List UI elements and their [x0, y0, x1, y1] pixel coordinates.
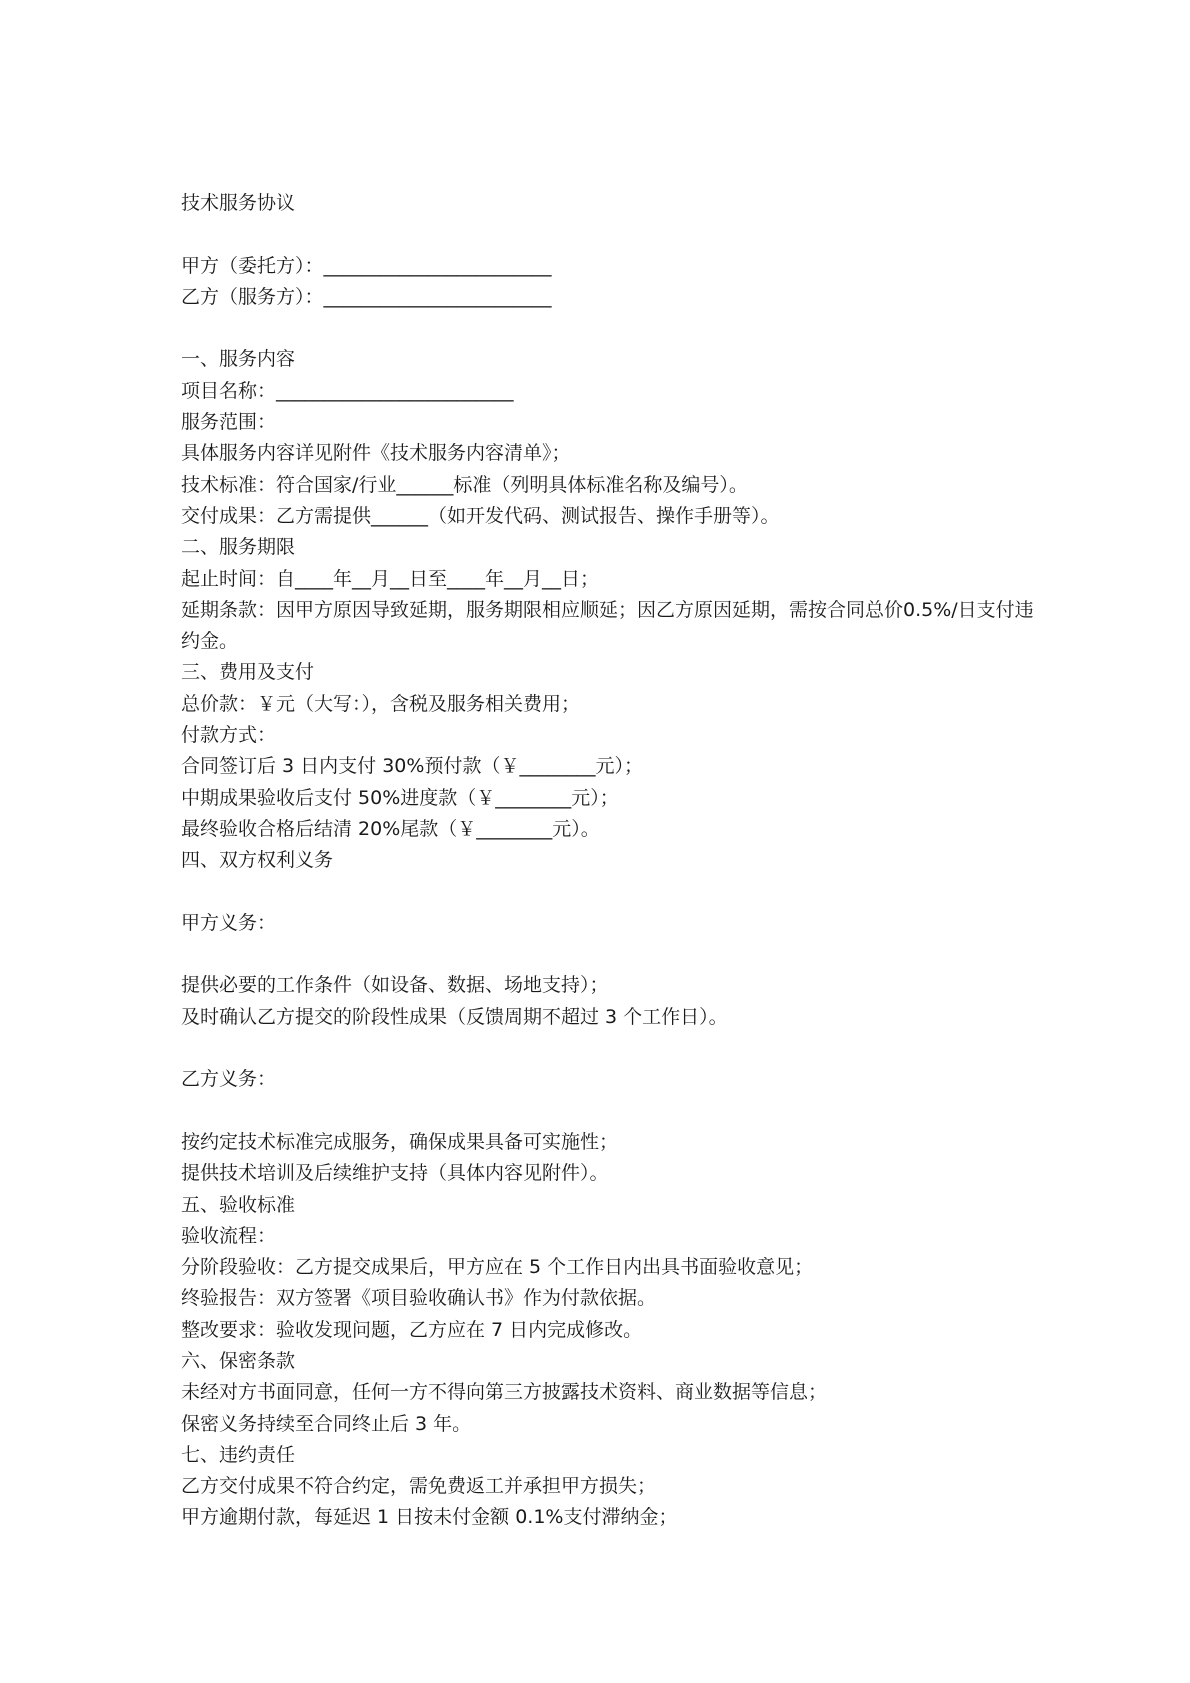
spacer — [181, 877, 1041, 908]
spacer — [181, 219, 1041, 250]
staged-acceptance-line: 分阶段验收：乙方提交成果后，甲方应在 5 个工作日内出具书面验收意见； — [181, 1256, 814, 1279]
start-end-time-line: 起止时间：自____年__月__日至____年__月__日； — [181, 567, 600, 590]
section-heading-service-content: 一、服务内容 — [181, 348, 296, 371]
acceptance-process-line: 验收流程： — [181, 1224, 277, 1247]
party-b-obligations-label: 乙方义务： — [181, 1068, 277, 1091]
extension-clause-paragraph: 延期条款：因甲方原因导致延期，服务期限相应顺延；因乙方原因延期，需按合同总价0.5%/日支付违约金。 — [181, 598, 1034, 653]
final-report-line: 终验报告：双方签署《项目验收确认书》作为付款依据。 — [181, 1287, 657, 1310]
spacer — [181, 939, 1041, 970]
final-payment-line: 最终验收合格后结清 20%尾款（￥________元）。 — [181, 817, 600, 840]
confidentiality-duration-line: 保密义务持续至合同终止后 3 年。 — [181, 1412, 472, 1435]
document-page — [181, 188, 1041, 1534]
deliverables-line: 交付成果：乙方需提供______（如开发代码、测试报告、操作手册等）。 — [181, 504, 780, 527]
spacer — [181, 1033, 1041, 1064]
party-a-obligations-label: 甲方义务： — [181, 911, 277, 934]
project-name-line: 项目名称：_________________________ — [181, 379, 514, 402]
payment-method-line: 付款方式： — [181, 724, 277, 747]
section-heading-acceptance: 五、验收标准 — [181, 1193, 296, 1216]
section-heading-fees-payment: 三、费用及支付 — [181, 661, 315, 684]
service-detail-line: 具体服务内容详见附件《技术服务内容清单》； — [181, 442, 571, 465]
spacer — [181, 313, 1041, 344]
party-a-obligation-item: 及时确认乙方提交的阶段性成果（反馈周期不超过 3 个工作日）。 — [181, 1005, 728, 1028]
spacer — [181, 1096, 1041, 1127]
liability-line: 甲方逾期付款，每延迟 1 日按未付金额 0.1%支付滞纳金； — [181, 1506, 678, 1529]
party-b-obligation-item: 按约定技术标准完成服务，确保成果具备可实施性； — [181, 1130, 619, 1153]
party-b-line: 乙方（服务方）：________________________ — [181, 285, 552, 308]
party-b-obligation-item: 提供技术培训及后续维护支持（具体内容见附件）。 — [181, 1162, 609, 1185]
progress-payment-line: 中期成果验收后支付 50%进度款（￥________元）； — [181, 786, 619, 809]
section-heading-liability: 七、违约责任 — [181, 1443, 296, 1466]
rectification-line: 整改要求：验收发现问题，乙方应在 7 日内完成修改。 — [181, 1318, 643, 1341]
confidentiality-line: 未经对方书面同意，任何一方不得向第三方披露技术资料、商业数据等信息； — [181, 1381, 828, 1404]
technical-standard-line: 技术标准：符合国家/行业______标准（列明具体标准名称及编号）。 — [181, 473, 748, 496]
prepayment-line: 合同签订后 3 日内支付 30%预付款（￥________元）； — [181, 755, 643, 778]
liability-line: 乙方交付成果不符合约定，需免费返工并承担甲方损失； — [181, 1475, 657, 1498]
party-a-line: 甲方（委托方）：________________________ — [181, 254, 552, 277]
section-heading-rights-obligations: 四、双方权利义务 — [181, 849, 334, 872]
document-title: 技术服务协议 — [181, 192, 296, 214]
total-price-line: 总价款：￥元（大写：），含税及服务相关费用； — [181, 692, 581, 715]
section-heading-service-period: 二、服务期限 — [181, 536, 296, 559]
service-scope-line: 服务范围： — [181, 411, 277, 434]
section-heading-confidentiality: 六、保密条款 — [181, 1349, 296, 1372]
party-a-obligation-item: 提供必要的工作条件（如设备、数据、场地支持）； — [181, 974, 609, 997]
